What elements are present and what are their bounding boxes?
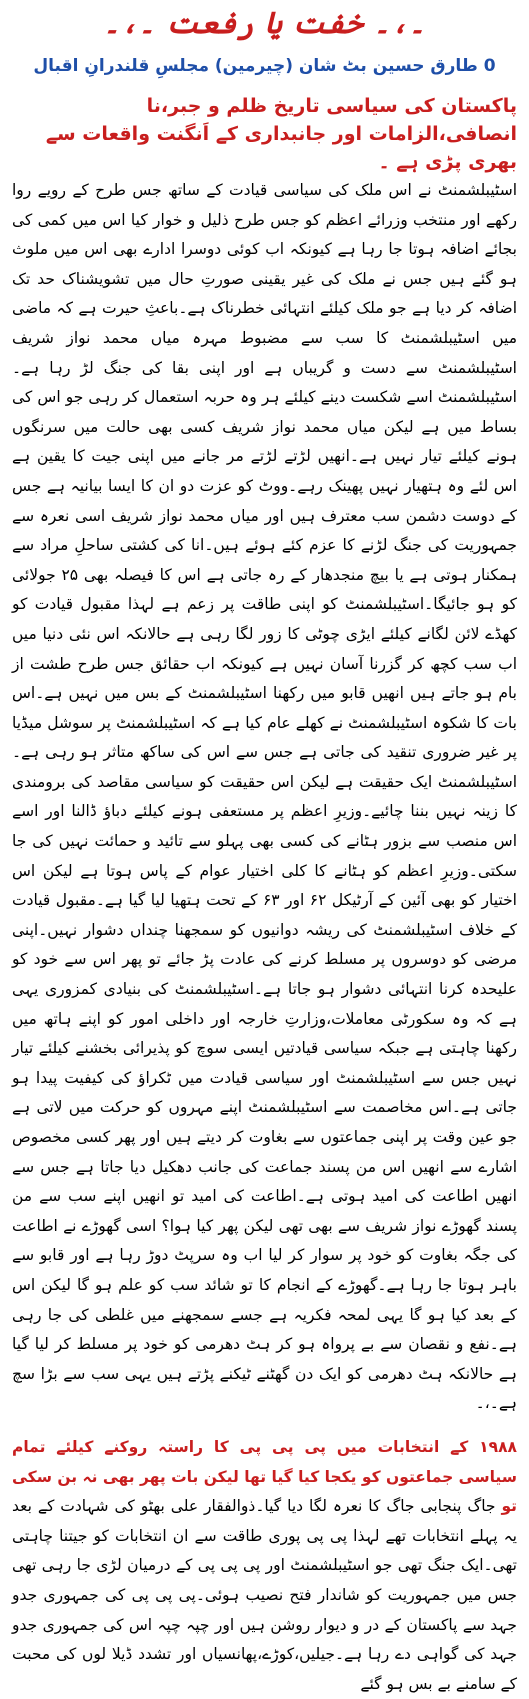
article-byline: 0 طارق حسین بٹ شان (چیرمین) مجلسِ قلندرانِ اقبال	[33, 56, 496, 76]
article-title: ۔،۔ خفت یا رفعت ۔،۔	[102, 6, 427, 41]
paragraph-2-text: جاگ پنجابی جاگ کا نعرہ لگا دیا گیا۔ذوالفقار علی بھٹو کی شہادت کے بعد یہ پہلے انتخابات تھے لہذا پی پی پوری طاقت سے ان انتخابات کو جیتنا چاہتی تھی۔ایک جنگ تھی جو اسٹیبلشمنٹ اور پی پی پی کے درمیان لڑی جا رہی تھی جس میں جمہوریت کو شاندار فتح نصیب ہوئی۔پی پی پی کی جمہوری جدو جہد سے پاکستان کے در و دیوار روشن ہیں اور چپہ چپہ اس کی جمہوری جدو جہد کی گواہی دے رہا ہے۔جیلیں،کوڑے،پھانسیاں اور تشدد ڈیلا لوں کی محبت کے سامنے بے بس ہو گئے	[12, 1497, 517, 1693]
article-paragraph-2	[12, 1433, 517, 1699]
article-paragraph-1: اسٹیبلشمنٹ نے اس ملک کی سیاسی قیادت کے ساتھ جس طرح کے رویے روا رکھے اور منتخب وزرائے اعظم کو جس طرح ذلیل و خوار کیا اس میں کمی کی بجائے اضافہ ہوتا جا رہا ہے کیونکہ اب کوئی دوسرا ادارے بھی اس میں ملوث ہو گئے ہیں جس نے ملک کی غیر یقینی صورتِ حال میں تشویشناک حد تک اضافہ کر دیا ہے جو ملک کیلئے انتہائی خطرناک ہے۔باعثِ حیرت ہے کہ ماضی میں اسٹیبلشمنٹ کا سب سے مضبوط مہرہ میاں محمد نواز شریف اسٹیبلشمنٹ سے دست و گریباں ہے اور اپنی بقا کی جنگ لڑ رہا ہے۔اسٹیبلشمنٹ اسے شکست دینے کیلئے ہر وہ حربہ استعمال کر رہی جو اس کی بساط میں ہے لیکن میاں محمد نواز شریف کسی بھی حالت میں سرنگوں ہونے کیلئے تیار نہیں ہے۔انھیں لڑتے لڑتے مر جانے میں اپنی جیت کا یقین ہے اس لئے وہ ہتھیار نہیں پھینک رہے۔ووٹ کو عزت دو ان کا ایسا بیانیہ ہے جس کے دوست دشمن سب معترف ہیں اور میاں محمد نواز شریف اسی نعرہ سے جمہوریت کی جنگ لڑنے کا عزم کئے ہوئے ہیں۔انا کی کشتی ساحلِ مراد سے ہمکنار ہوتی ہے یا بیچ منجدھار کے رہ جاتی ہے اس کا فیصلہ بھی ۲۵ جولائی کو ہو جائیگا۔اسٹیبلشمنٹ کو اپنی طاقت پر زعم ہے لہذا مقبول قیادت کو کھڈے لائن لگانے کیلئے ایڑی چوٹی کا زور لگا رہی ہے حالانکہ اس نئی دنیا میں اب سب کچھ کر گزرنا آسان نہیں ہے کیونکہ اب حقائق جس طرح طشت از بام ہو جاتے ہیں انھیں قابو میں رکھنا اسٹیبلشمنٹ کے بس میں نہیں ہے۔اس بات کا شکوہ اسٹیبلشمنٹ نے کھلے عام کیا ہے کہ اسٹیبلشمنٹ پر سوشل میڈیا پر غیر ضروری تنقید کی جاتی ہے جس سے اس کی ساکھ متاثر ہو رہی ہے۔اسٹیبلشمنٹ ایک حقیقت ہے لیکن اس حقیقت کو سیاسی مقاصد کی برومندی کا زینہ نہیں بننا چائیے۔وزیرِ اعظم پر مستعفی ہونے کیلئے دباؤ ڈالنا اور اسے اس منصب سے بزور ہٹانے کی کسی بھی پہلو سے تائید و حمائت نہیں کی جا سکتی۔وزیرِ اعظم کو ہٹانے کا کلی اختیار عوام کے پاس ہوتا ہے لیکن اس اختیار کو بھی آئین کے آرٹیکل ۶۲ اور ۶۳ کے تحت ہتھیا لیا گیا ہے۔مقبول قیادت کے خلاف اسٹیبلشمنٹ کی ریشہ دوانیوں کو سمجھنا چنداں دشوار نہیں۔اپنی مرضی کو دوسروں پر مسلط کرنے کی عادت پڑ جائے تو پھر اس سے خود کو علیحدہ کرنا انتہائی دشوار ہو جاتا ہے۔اسٹیبلشمنٹ کی بنیادی کمزوری یہی ہے کہ وہ سکورٹی معاملات،وزارتِ خارجہ اور داخلی امور کو اپنے ہاتھ میں رکھنا چاہتی ہے جبکہ سیاسی قیادتیں ایسی سوچ کو پذیرائی بخشنے کیلئے تیار نہیں جس سے اسٹیبلشمنٹ اور سیاسی قیادت میں ٹکراؤ کی کیفیت پیدا ہو جاتی ہے۔اس مخاصمت سے اسٹیبلشمنٹ اپنے مہروں کو حرکت میں لاتی ہے جو عین وقت پر اپنی جماعتوں سے بغاوت کر دیتے ہیں اور پھر کسی مخصوص اشارے سے انھیں اس من پسند جماعت کی جانب دھکیل دیا جاتا ہے جس سے انھیں اطاعت کی امید ہوتی ہے۔اطاعت کی امید تو انھیں اپنے سب سے من پسند گھوڑے نواز شریف سے بھی تھی لیکن پھر کیا ہوا؟ اسی گھوڑے نے اطاعت کی جگہ بغاوت کو خود پر سوار کر لیا اب وہ سرپٹ دوڑ رہا ہے اور قابو سے باہر ہوتا جا رہا ہے۔گھوڑے کے انجام کا تو شائد سب کو علم ہو گا لیکن اس کے بعد کیا ہو گا یہی لمحہ فکریہ ہے جسے سمجھنے میں غلطی کی جا رہی ہے۔نفع و نقصان سے بے پرواہ ہو کر ہٹ دھرمی کو خود پر مسلط کر لیا گیا ہے حالانکہ ہٹ دھرمی کو ایک دن گھٹنے ٹیکنے پڑتے ہیں یہی سب سے بڑا سچ ہے۔،۔	[12, 181, 517, 1413]
article-lead: پاکستان کی سیاسی تاریخ ظلم و جبر،نا انصافی،الزامات اور جانبداری کے اَنگنت واقعات سے بھری پڑی ہے ۔	[45, 95, 517, 173]
paragraph-2-highlight: ۱۹۸۸ کے انتخابات میں پی پی پی کا راستہ روکنے کیلئے تمام سیاسی جماعتوں کو یکجا کیا گیا تھا لیکن بات پھر بھی نہ بن سکی تو	[12, 1437, 517, 1516]
paragraph-spacer	[12, 1419, 517, 1433]
